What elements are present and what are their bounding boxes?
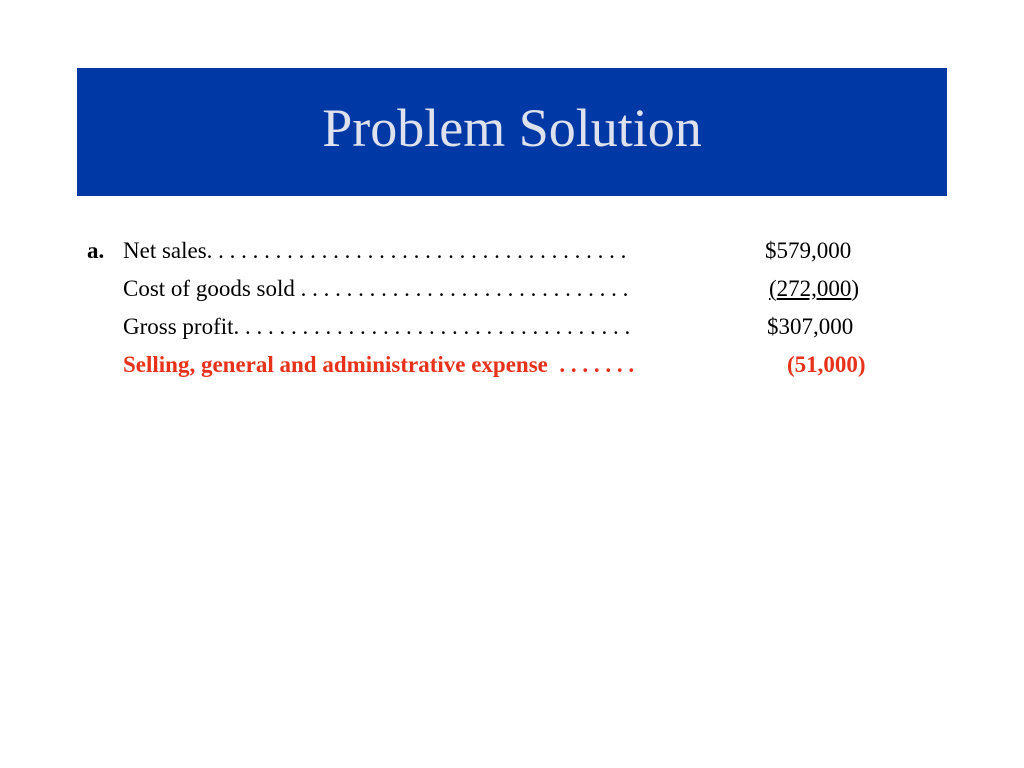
part-label: a.	[87, 238, 105, 263]
cogs-open-paren: (	[769, 276, 777, 301]
cogs-label: Cost of goods sold . . . . . . . . . . . . . . . . . . . . . . . . . . . . .	[123, 276, 629, 301]
gross-profit-value: $307,000	[767, 314, 854, 339]
statement-row-gross-profit	[87, 308, 907, 346]
statement-row-net-sales	[87, 232, 907, 270]
sga-label: Selling, general and administrative expense . . . . . . .	[123, 352, 635, 377]
net-sales-label: Net sales. . . . . . . . . . . . . . . . . . . . . . . . . . . . . . . . . . . . .	[123, 238, 627, 263]
cogs-value	[769, 270, 859, 308]
statement-row-sga	[87, 346, 907, 384]
sga-value: (51,000)	[787, 352, 866, 377]
net-sales-value: $579,000	[765, 238, 852, 263]
slide-title: Problem Solution	[322, 98, 702, 158]
income-statement	[87, 232, 907, 384]
cogs-value-underlined	[769, 276, 851, 301]
cogs-close-paren: )	[851, 276, 860, 301]
cogs-number: 272,000	[776, 276, 852, 301]
gross-profit-label: Gross profit. . . . . . . . . . . . . . . . . . . . . . . . . . . . . . . . . . .	[123, 314, 631, 339]
title-bar	[77, 68, 947, 196]
statement-row-cogs	[87, 270, 907, 308]
